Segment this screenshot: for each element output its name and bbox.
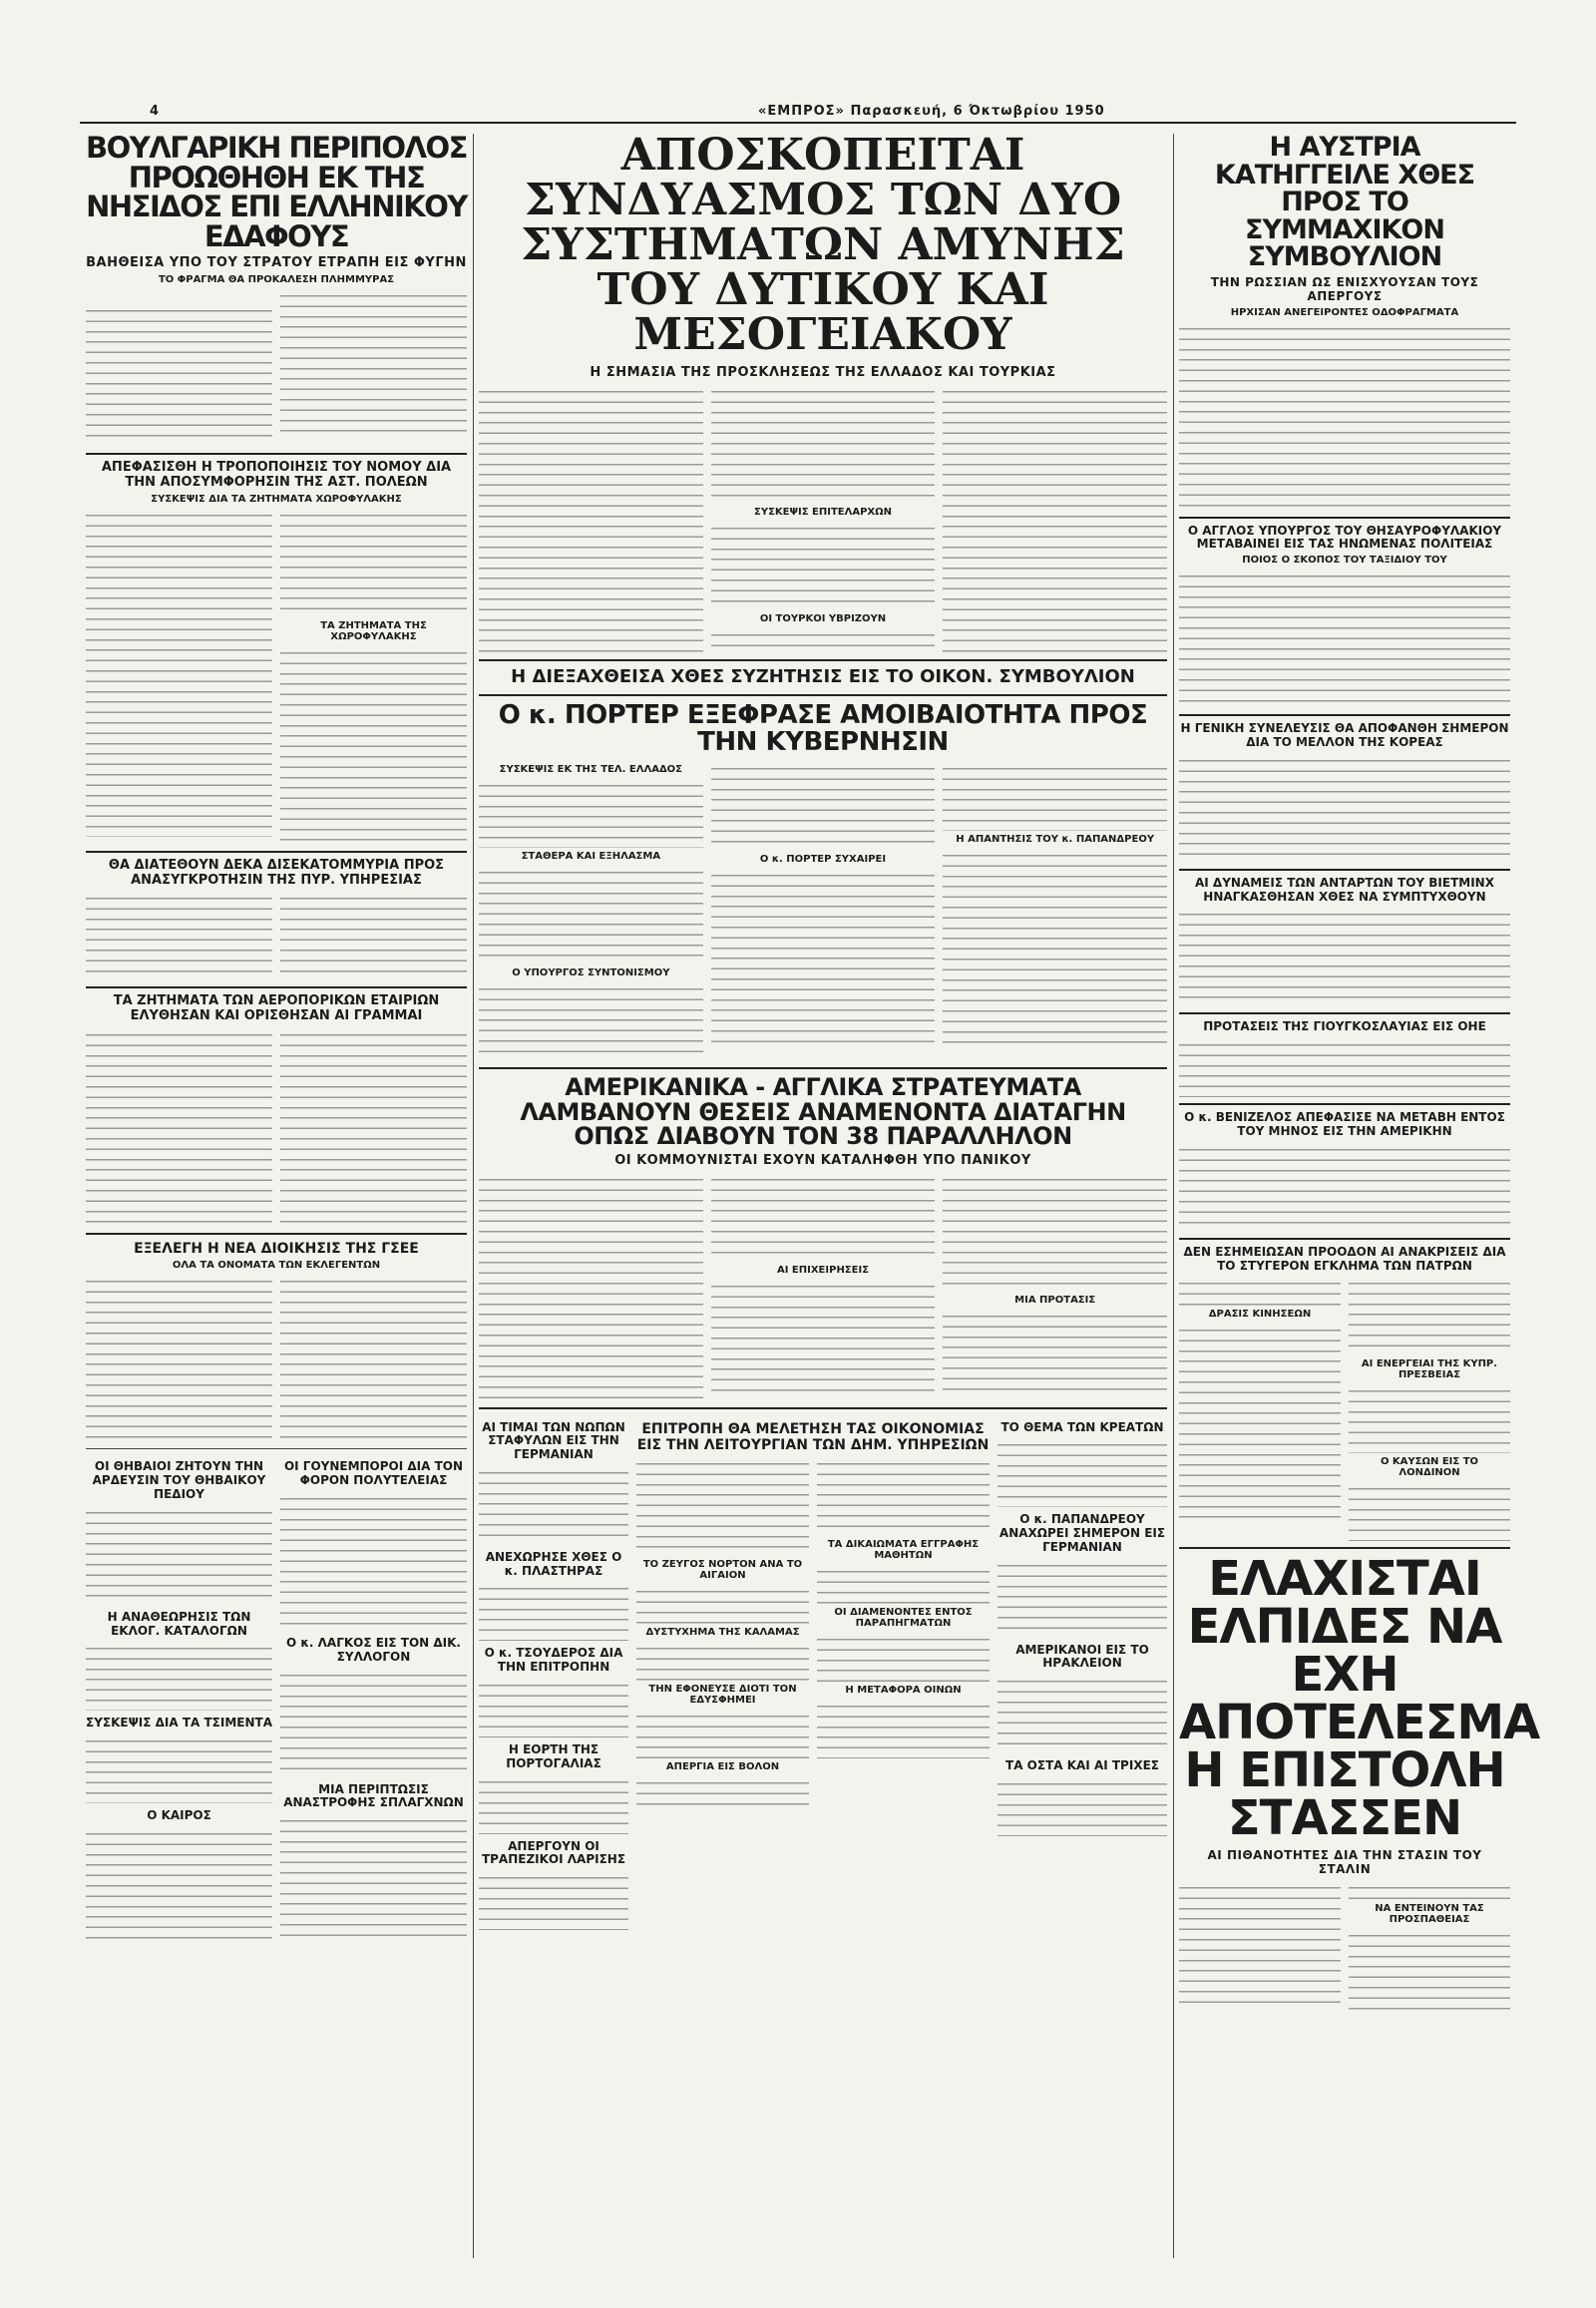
article-body <box>1179 1037 1510 1097</box>
article-subheadline: ΟΛΑ ΤΑ ΟΝΟΜΑΤΑ ΤΩΝ ΕΚΛΕΓΕΝΤΩΝ <box>172 1260 381 1272</box>
article-headline: ΟΙ ΓΟΥΝΕΜΠΟΡΟΙ ΔΙΑ ΤΟΝ ΦΟΡΟΝ ΠΟΛΥΤΕΛΕΙΑΣ <box>283 1459 464 1488</box>
masthead-date: «ΕΜΠΡΟΣ» Παρασκευή, 6 Όκτωβρίου 1950 <box>758 104 1105 119</box>
divider <box>479 1067 1167 1069</box>
article-headline: ΑΠΕΦΑΣΙΣΘΗ Η ΤΡΟΠΟΠΟΙΗΣΙΣ ΤΟΥ ΝΟΜΟΥ ΔΙΑ ΤΗΝ ΑΠΟΣΥΜΦΟΡΗΣΙΝ ΤΗΣ ΑΣΤ. ΠΟΛΕΩΝ <box>101 459 452 490</box>
article-headline: Ο κ. ΠΑΠΑΝΔΡΕΟΥ ΑΝΑΧΩΡΕΙ ΣΗΜΕΡΟΝ ΕΙΣ ΓΕΡΜΑΝΙΑΝ <box>998 1512 1166 1554</box>
article-body <box>1179 321 1510 511</box>
article-headline: Ο κ. ΒΕΝΙΖΕΛΟΣ ΑΠΕΦΑΣΙΣΕ ΝΑ ΜΕΤΑΒΗ ΕΝΤΟΣ ΤΟΥ ΜΗΝΟΣ ΕΙΣ ΤΗΝ ΑΜΕΡΙΚΗΝ <box>1184 1110 1505 1139</box>
article-body <box>1179 1880 1510 2018</box>
divider <box>479 1407 1167 1409</box>
article-banner: Η ΔΙΕΞΑΧΘΕΙΣΑ ΧΘΕΣ ΣΥΖΗΤΗΣΙΣ ΕΙΣ ΤΟ ΟΙΚΟΝ. ΣΥΜΒΟΥΛΙΟΝ <box>511 666 1135 688</box>
column-right <box>1179 132 1540 2018</box>
article-headline: ΟΙ ΘΗΒΑΙΟΙ ΖΗΤΟΥΝ ΤΗΝ ΑΡΔΕΥΣΙΝ ΤΟΥ ΘΗΒΑΙΚΟΥ ΠΕΔΙΟΥ <box>92 1459 266 1502</box>
article-subheadline: ΣΤΑΘΕΡΑ ΚΑΙ ΕΞΗΛΑΣΜΑ <box>521 851 661 863</box>
divider <box>1179 1238 1510 1240</box>
article-headline: ΠΡΟΤΑΣΕΙΣ ΤΗΣ ΓΙΟΥΓΚΟΣΛΑΥΙΑΣ ΕΙΣ ΟΗΕ <box>1203 1019 1486 1034</box>
article-headline: Ο ΑΓΓΛΟΣ ΥΠΟΥΡΓΟΣ ΤΟΥ ΘΗΣΑΥΡΟΦΥΛΑΚΙΟΥ ΜΕΤΑΒΑΙΝΕΙ ΕΙΣ ΤΑΣ ΗΝΩΜΕΝΑΣ ΠΟΛΙΤΕΙΑΣ <box>1187 523 1502 552</box>
article-headline: ΑΜΕΡΙΚΑΝΟΙ ΕΙΣ ΤΟ ΗΡΑΚΛΕΙΟΝ <box>1015 1642 1149 1671</box>
article-body <box>1179 753 1510 863</box>
article-body <box>1179 907 1510 1006</box>
divider <box>1179 714 1510 716</box>
article-headline: ΑΜΕΡΙΚΑΝΙΚΑ - ΑΓΓΛΙΚΑ ΣΤΡΑΤΕΥΜΑΤΑ ΛΑΜΒΑΝΟΥΝ ΘΕΣΕΙΣ ΑΝΑΜΕΝΟΝΤΑ ΔΙΑΤΑΓΗΝ ΟΠΩΣ ΔΙΑΒΟΥΝ ΤΟΝ 38 ΠΑΡΑΛΛΗΛΟΝ <box>520 1073 1126 1151</box>
divider <box>1179 1547 1510 1549</box>
article-subheadline: ΤΑ ΖΗΤΗΜΑΤΑ ΤΗΣ ΧΩΡΟΦΥΛΑΚΗΣ <box>320 619 427 642</box>
article-subheadline: ΑΙ ΕΠΙΧΕΙΡΗΣΕΙΣ <box>776 1264 870 1276</box>
divider <box>479 694 1167 696</box>
article-subheadline: Η ΜΕΤΑΦΟΡΑ ΟΙΝΩΝ <box>845 1684 962 1696</box>
article-headline: Ο κ. ΠΟΡΤΕΡ ΕΞΕΦΡΑΣΕ ΑΜΟΙΒΑΙΟΤΗΤΑ ΠΡΟΣ ΤΗΝ ΚΥΒΕΡΝΗΣΙΝ <box>498 700 1148 757</box>
article-body <box>1179 569 1510 708</box>
lead-body <box>479 384 1167 653</box>
article-subheadline: ΔΡΑΣΙΣ ΚΙΝΗΣΕΩΝ <box>1208 1309 1312 1321</box>
article-subheadline: ΤΗΝ ΕΦΟΝΕΥΣΕ ΔΙΟΤΙ ΤΟΝ ΕΔΥΣΦΗΜΕΙ <box>648 1683 797 1706</box>
divider <box>86 1448 467 1449</box>
article-headline: Η ΓΕΝΙΚΗ ΣΥΝΕΛΕΥΣΙΣ ΘΑ ΑΠΟΦΑΝΘΗ ΣΗΜΕΡΟΝ ΔΙΑ ΤΟ ΜΕΛΛΟΝ ΤΗΣ ΚΟΡΕΑΣ <box>1180 721 1509 750</box>
divider <box>1179 1103 1510 1105</box>
article-headline: ΒΟΥΛΓΑΡΙΚΗ ΠΕΡΙΠΟΛΟΣ ΠΡΟΩΘΗΘΗ ΕΚ ΤΗΣ ΝΗΣΙΔΟΣ ΕΠΙ ΕΛΛΗΝΙΚΟΥ ΕΔΑΦΟΥΣ <box>86 131 467 253</box>
article-subheadline: ΑΠΕΡΓΙΑ ΕΙΣ ΒΟΛΟΝ <box>665 1760 780 1772</box>
article-subheadline: ΟΙ ΤΟΥΡΚΟΙ ΥΒΡΙΖΟΥΝ <box>759 613 887 625</box>
divider <box>86 453 467 455</box>
article-subheadline: ΒΑΗΘΕΙΣΑ ΥΠΟ ΤΟΥ ΣΤΡΑΤΟΥ ΕΤΡΑΠΗ ΕΙΣ ΦΥΓΗΝ <box>86 255 467 271</box>
article-headline: ΣΥΣΚΕΨΙΣ ΔΙΑ ΤΑ ΤΣΙΜΕΝΤΑ <box>86 1716 272 1731</box>
article-headline: Η ΑΝΑΘΕΩΡΗΣΙΣ ΤΩΝ ΕΚΛΟΓ. ΚΑΤΑΛΟΓΩΝ <box>107 1609 251 1638</box>
lead-subheadline: Η ΣΗΜΑΣΙΑ ΤΗΣ ΠΡΟΣΚΛΗΣΕΩΣ ΤΗΣ ΕΛΛΑΔΟΣ ΚΑΙ ΤΟΥΡΚΙΑΣ <box>590 365 1056 381</box>
article-subheadline: ΤΟ ΖΕΥΓΟΣ ΝΟΡΤΟΝ ΑΝΑ ΤΟ ΑΙΓΑΙΟΝ <box>642 1558 803 1581</box>
divider <box>86 1233 467 1235</box>
article-row <box>479 1415 1167 1931</box>
article-subheadline: ΟΙ ΚΟΜΜΟΥΝΙΣΤΑΙ ΕΧΟΥΝ ΚΑΤΑΛΗΦΘΗ ΥΠΟ ΠΑΝΙΚΟΥ <box>614 1152 1031 1168</box>
divider <box>479 659 1167 661</box>
article-subheadline: ΗΡΧΙΣΑΝ ΑΝΕΓΕΙΡΟΝΤΕΣ ΟΔΟΦΡΑΓΜΑΤΑ <box>1230 306 1459 318</box>
article-body <box>1179 1142 1510 1232</box>
article-subheadline: ΜΙΑ ΠΡΟΤΑΣΙΣ <box>1014 1294 1096 1306</box>
article-headline: Ο ΚΑΙΡΟΣ <box>147 1808 211 1823</box>
article-body <box>86 1274 467 1443</box>
article-headline: ΑΠΕΡΓΟΥΝ ΟΙ ΤΡΑΠΕΖΙΚΟΙ ΛΑΡΙΣΗΣ <box>481 1838 626 1867</box>
article-subheadline: ΔΥΣΤΥΧΗΜΑ ΤΗΣ ΚΑΛΑΜΑΣ <box>645 1626 800 1638</box>
article-subheadline: ΝΑ ΕΝΤΕΙΝΟΥΝ ΤΑΣ ΠΡΟΣΠΑΘΕΙΑΣ <box>1375 1903 1484 1926</box>
page-number: 4 <box>150 104 160 119</box>
column-divider <box>1173 134 1174 2258</box>
article-headline: Η ΑΥΣΤΡΙΑ ΚΑΤΗΓΓΕΙΛΕ ΧΘΕΣ ΠΡΟΣ ΤΟ ΣΥΜΜΑΧΙΚΟΝ ΣΥΜΒΟΥΛΙΟΝ <box>1214 132 1475 273</box>
article-headline: ΕΠΙΤΡΟΠΗ ΘΑ ΜΕΛΕΤΗΣΗ ΤΑΣ ΟΙΚΟΝΟΜΙΑΣ ΕΙΣ ΤΗΝ ΛΕΙΤΟΥΡΓΙΑΝ ΤΩΝ ΔΗΜ. ΥΠΗΡΕΣΙΩΝ <box>636 1420 990 1453</box>
article-headline: ΕΞΕΛΕΓΗ Η ΝΕΑ ΔΙΟΙΚΗΣΙΣ ΤΗΣ ΓΣΕΕ <box>134 1241 419 1258</box>
article-subheadline: ΤΗΝ ΡΩΣΣΙΑΝ ΩΣ ΕΝΙΣΧΥΟΥΣΑΝ ΤΟΥΣ ΑΠΕΡΓΟΥΣ <box>1210 274 1479 303</box>
divider <box>86 851 467 853</box>
article-body <box>86 891 467 980</box>
big-headline: ΕΛΑΧΙΣΤΑΙ ΕΛΠΙΔΕΣ ΝΑ ΕΧΗ ΑΠΟΤΕΛΕΣΜΑ Η ΕΠΙΣΤΟΛΗ ΣΤΑΣΣΕΝ <box>1179 1551 1540 1847</box>
article-body <box>479 1172 1167 1401</box>
article-subheadline: ΣΥΣΚΕΨΙΣ ΔΙΑ ΤΑ ΖΗΤΗΜΑΤΑ ΧΩΡΟΦΥΛΑΚΗΣ <box>151 493 402 505</box>
column-divider <box>473 134 474 2258</box>
divider <box>86 986 467 988</box>
article-headline: ΤΑ ΟΣΤΑ ΚΑΙ ΑΙ ΤΡΙΧΕΣ <box>1005 1758 1159 1773</box>
article-body <box>86 508 467 845</box>
article-body <box>86 1027 467 1227</box>
article-body <box>1179 1276 1510 1541</box>
article-body <box>86 288 467 446</box>
article-subheadline: ΑΙ ΕΝΕΡΓΕΙΑΙ ΤΗΣ ΚΥΠΡ. ΠΡΕΣΒΕΙΑΣ <box>1361 1358 1498 1381</box>
article-subheadline: ΠΟΙΟΣ Ο ΣΚΟΠΟΣ ΤΟΥ ΤΑΞΙΔΙΟΥ ΤΟΥ <box>1242 555 1447 567</box>
article-subheadline: Η ΑΠΑΝΤΗΣΙΣ ΤΟΥ κ. ΠΑΠΑΝΔΡΕΟΥ <box>956 834 1155 846</box>
article-subheadline: ΤΟ ΦΡΑΓΜΑ ΘΑ ΠΡΟΚΑΛΕΣΗ ΠΛΗΜΜΥΡΑΣ <box>158 274 395 286</box>
article-headline: Η ΕΟΡΤΗ ΤΗΣ ΠΟΡΤΟΓΑΛΙΑΣ <box>506 1742 601 1770</box>
article-headline: ΤΑ ΖΗΤΗΜΑΤΑ ΤΩΝ ΑΕΡΟΠΟΡΙΚΩΝ ΕΤΑΙΡΙΩΝ ΕΛΥΘΗΣΑΝ ΚΑΙ ΟΡΙΣΘΗΣΑΝ ΑΙ ΓΡΑΜΜΑΙ <box>113 993 440 1024</box>
article-subheadline: ΑΙ ΠΙΘΑΝΟΤΗΤΕΣ ΔΙΑ ΤΗΝ ΣΤΑΣΙΝ ΤΟΥ ΣΤΑΛΙΝ <box>1207 1848 1482 1877</box>
article-subheadline: ΣΥΣΚΕΨΙΣ ΕΚ ΤΗΣ ΤΕΛ. ΕΛΛΑΔΟΣ <box>499 764 683 776</box>
article-headline: ΑΝΕΧΩΡΗΣΕ ΧΘΕΣ Ο κ. ΠΛΑΣΤΗΡΑΣ <box>485 1549 622 1578</box>
article-body <box>479 761 1167 1061</box>
article-subheadline: Ο ΚΑΥΣΩΝ ΕΙΣ ΤΟ ΛΟΝΔΙΝΟΝ <box>1380 1456 1479 1479</box>
column-left <box>86 131 467 1946</box>
article-headline: ΜΙΑ ΠΕΡΙΠΤΩΣΙΣ ΑΝΑΣΤΡΟΦΗΣ ΣΠΛΑΓΧΝΩΝ <box>283 1781 464 1810</box>
article-headline: Ο κ. ΛΑΓΚΟΣ ΕΙΣ ΤΟΝ ΔΙΚ. ΣΥΛΛΟΓΟΝ <box>286 1636 461 1664</box>
article-headline: Ο κ. ΤΣΟΥΔΕΡΟΣ ΔΙΑ ΤΗΝ ΕΠΙΤΡΟΠΗΝ <box>484 1646 623 1675</box>
article-subheadline: Ο ΥΠΟΥΡΓΟΣ ΣΥΝΤΟΝΙΣΜΟΥ <box>512 967 670 979</box>
article-headline: ΤΟ ΘΕΜΑ ΤΩΝ ΚΡΕΑΤΩΝ <box>1000 1419 1164 1434</box>
article-subheadline: ΟΙ ΔΙΑΜΕΝΟΝΤΕΣ ΕΝΤΟΣ ΠΑΡΑΠΗΓΜΑΤΩΝ <box>834 1606 973 1629</box>
article-headline: ΘΑ ΔΙΑΤΕΘΟΥΝ ΔΕΚΑ ΔΙΣΕΚΑΤΟΜΜΥΡΙΑ ΠΡΟΣ ΑΝΑΣΥΓΚΡΟΤΗΣΙΝ ΤΗΣ ΠΥΡ. ΥΠΗΡΕΣΙΑΣ <box>108 857 445 888</box>
divider <box>1179 869 1510 871</box>
article-row <box>86 1454 467 1946</box>
article-headline: ΑΙ ΔΥΝΑΜΕΙΣ ΤΩΝ ΑΝΤΑΡΤΩΝ ΤΟΥ ΒΙΕΤΜΙΝΧ ΗΝΑΓΚΑΣΘΗΣΑΝ ΧΘΕΣ ΝΑ ΣΥΜΠΤΥΧΘΟΥΝ <box>1195 875 1494 904</box>
column-center <box>479 130 1167 1930</box>
article-headline: ΑΙ ΤΙΜΑΙ ΤΩΝ ΝΩΠΩΝ ΣΤΑΦΥΛΩΝ ΕΙΣ ΤΗΝ ΓΕΡΜΑΝΙΑΝ <box>482 1419 625 1462</box>
divider <box>1179 517 1510 519</box>
article-subheadline: ΣΥΣΚΕΨΙΣ ΕΠΙΤΕΛΑΡΧΩΝ <box>754 507 892 519</box>
article-body <box>636 1456 990 1805</box>
article-headline: ΔΕΝ ΕΣΗΜΕΙΩΣΑΝ ΠΡΟΟΔΟΝ ΑΙ ΑΝΑΚΡΙΣΕΙΣ ΔΙΑ ΤΟ ΣΤΥΓΕΡΟΝ ΕΓΚΛΗΜΑ ΤΩΝ ΠΑΤΡΩΝ <box>1183 1244 1506 1273</box>
page-header <box>80 104 1516 124</box>
article-subheadline: ΤΑ ΔΙΚΑΙΩΜΑΤΑ ΕΓΓΡΑΦΗΣ ΜΑΘΗΤΩΝ <box>827 1538 980 1561</box>
article-subheadline: Ο κ. ΠΟΡΤΕΡ ΣΥΧΑΙΡΕΙ <box>759 854 887 866</box>
divider <box>1179 1012 1510 1014</box>
lead-headline: ΑΠΟΣΚΟΠΕΙΤΑΙ ΣΥΝΔΥΑΣΜΟΣ ΤΩΝ ΔΥΟ ΣΥΣΤΗΜΑΤΩΝ ΑΜΥΝΗΣ ΤΟΥ ΔΥΤΙΚΟΥ ΚΑΙ ΜΕΣΟΓΕΙΑΚΟΥ <box>521 130 1125 360</box>
